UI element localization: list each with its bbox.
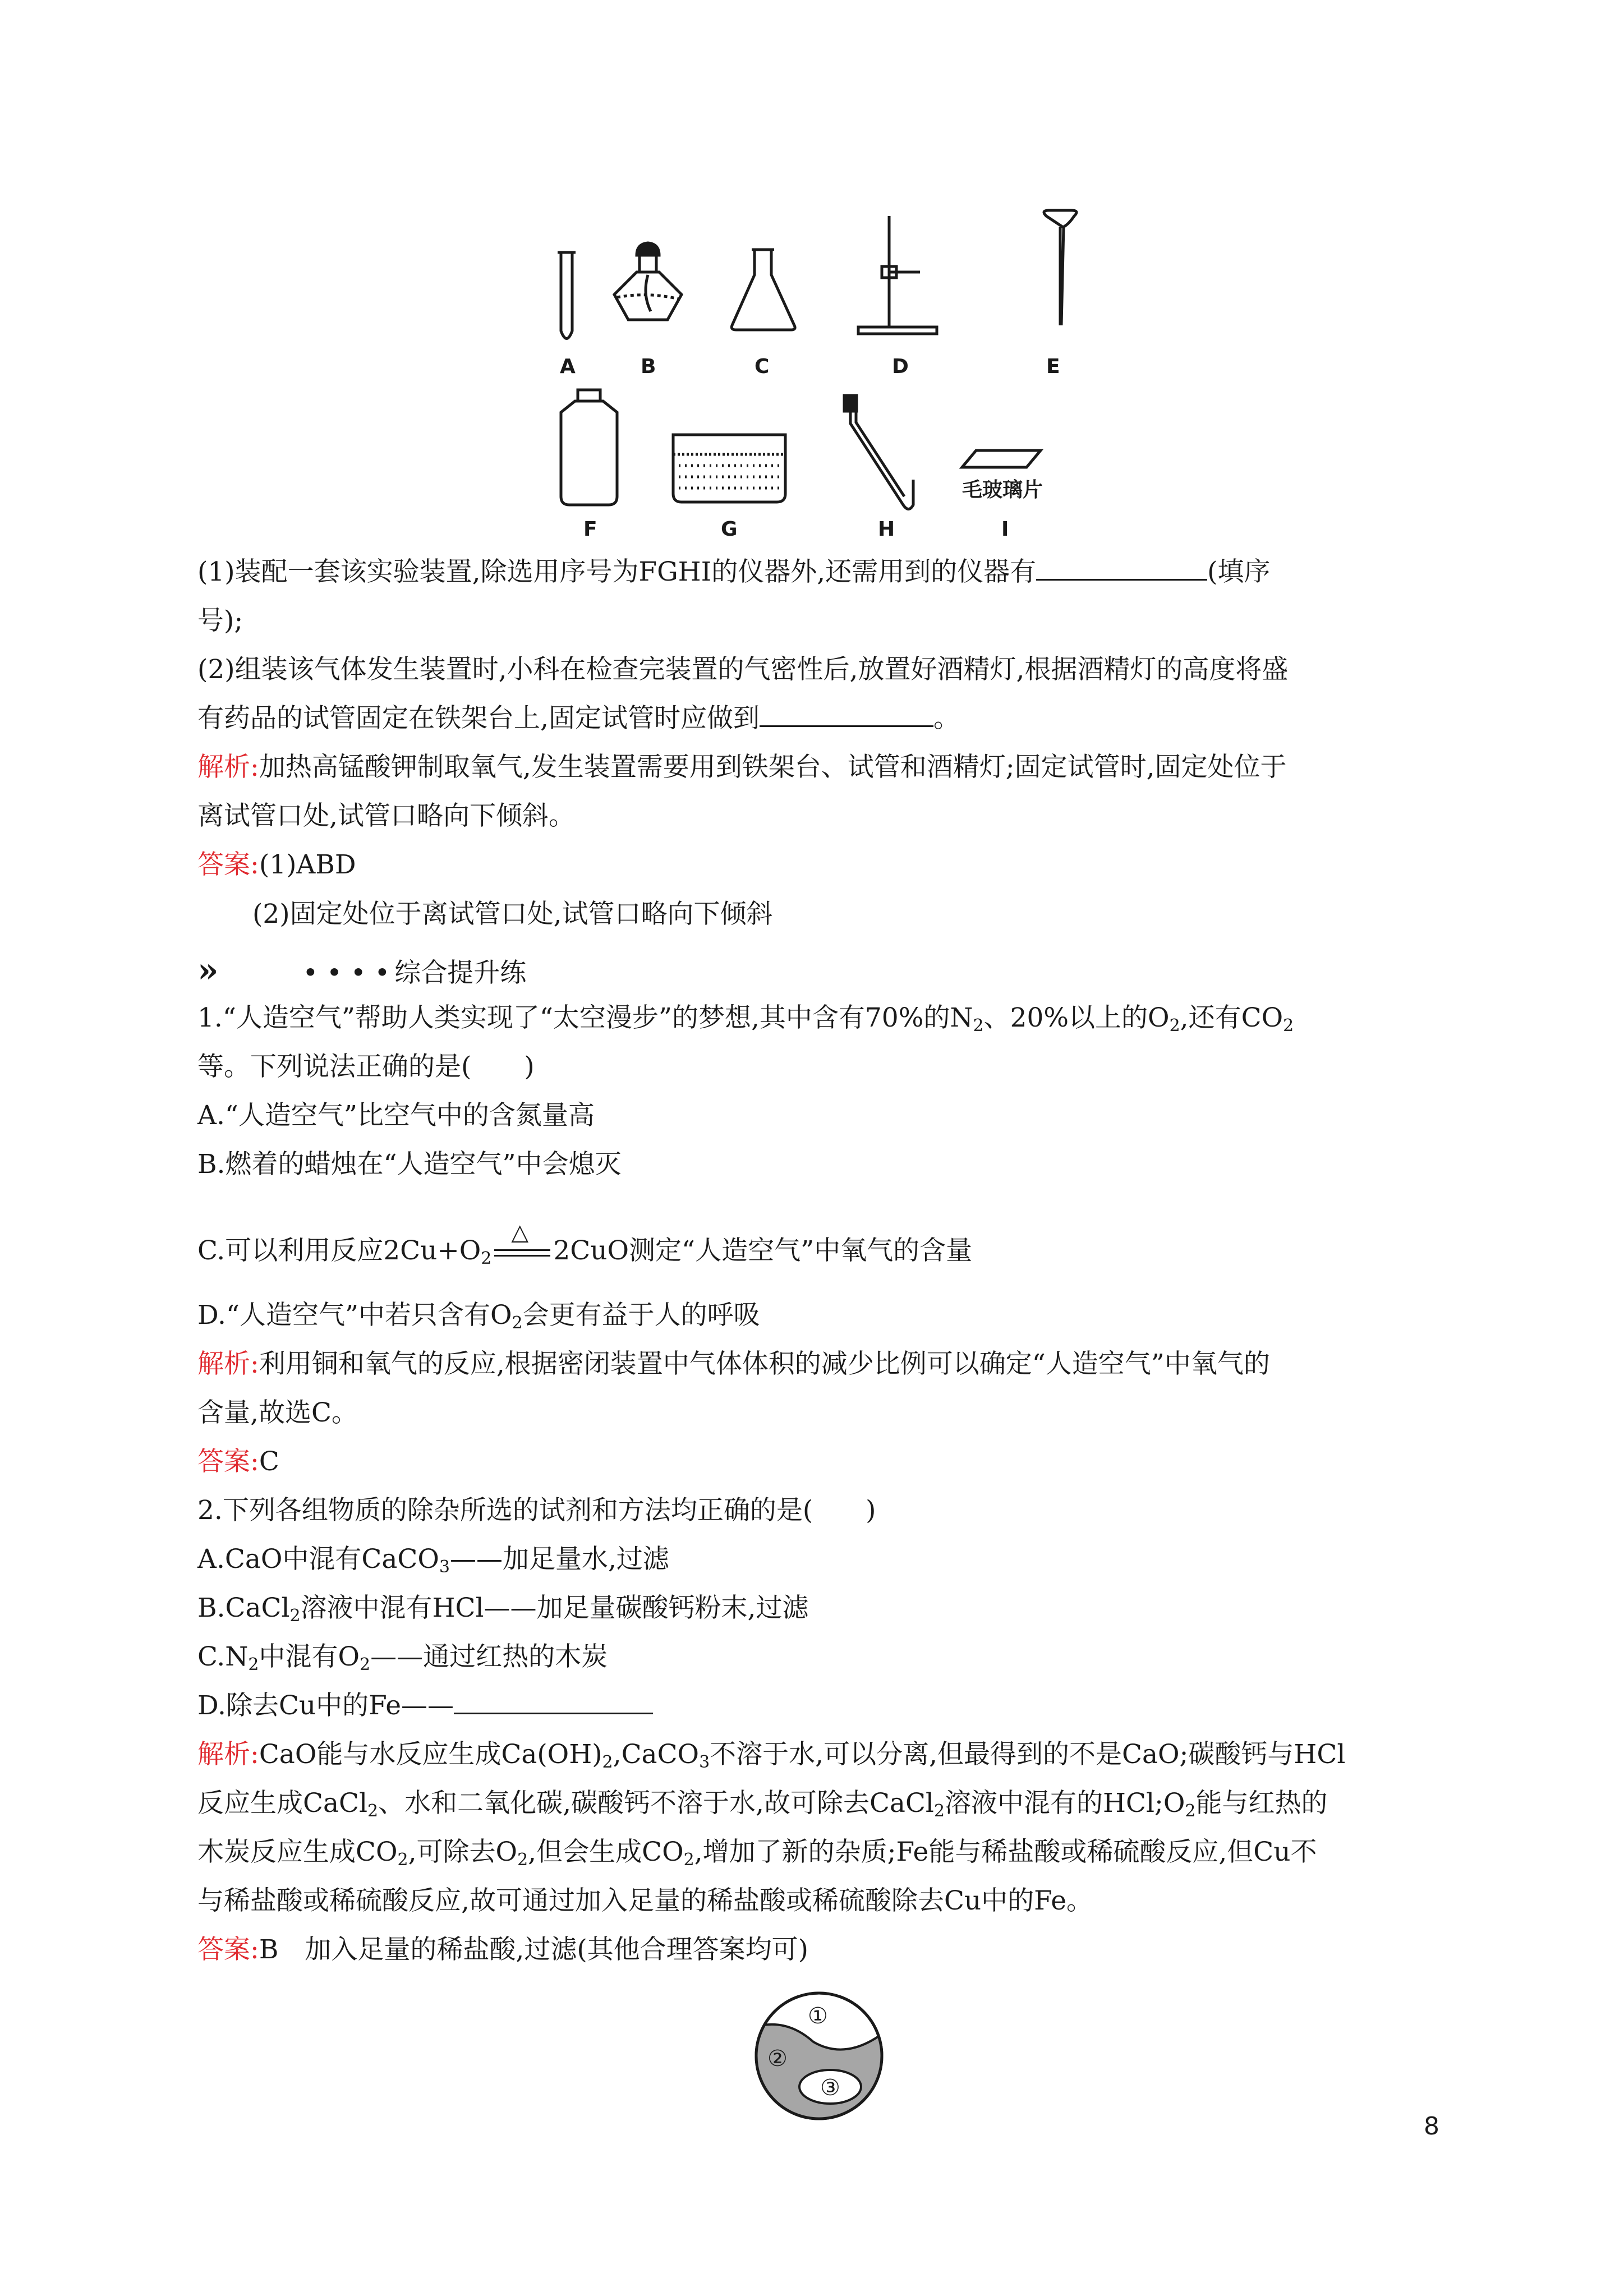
analysis-label: 解析: (197, 1349, 259, 1379)
answer-blank[interactable] (454, 1690, 653, 1714)
region-1-label: ① (808, 2003, 828, 2029)
label-f: F (583, 518, 597, 541)
analysis-text: ,可除去O (408, 1837, 518, 1867)
subscript: 2 (397, 1850, 408, 1870)
heat-triangle-icon: △ (511, 1220, 529, 1245)
subscript: 2 (973, 1016, 984, 1036)
plate-label: 毛玻璃片 (962, 478, 1043, 501)
q1-analysis-1 (197, 1347, 1270, 1381)
label-i: I (1001, 518, 1009, 541)
q2-option-text: 中混有O (259, 1641, 360, 1672)
apparatus-figure (539, 199, 1099, 547)
subscript: 2 (683, 1850, 694, 1870)
q1-option-text: 2CuO测定“人造空气”中氧气的含量 (553, 1235, 973, 1266)
q1-option-text: B.燃着的蜡烛在“人造空气”中会熄灭 (197, 1149, 622, 1180)
subscript: 2 (367, 1801, 379, 1821)
q2-answer (197, 1933, 808, 1967)
subscript: 2 (1283, 1016, 1294, 1036)
q-intro-text: 号); (197, 605, 243, 636)
alcohol-lamp-icon (614, 243, 682, 320)
q2-text: 2.下列各组物质的除杂所选的试剂和方法均正确的是( ) (197, 1495, 876, 1526)
q-intro-text: 有药品的试管固定在铁架台上,固定试管时应做到 (197, 703, 760, 734)
analysis-label: 解析: (197, 1739, 259, 1770)
dots-decoration: • • • • (302, 958, 390, 988)
q-intro-line-1 (197, 555, 1271, 589)
q1-option-c[interactable] (197, 1220, 973, 1268)
subscript: 2 (481, 1249, 492, 1268)
answer-blank[interactable] (1036, 556, 1207, 581)
analysis-text: ,CaCO (613, 1739, 700, 1770)
answer-text: (2)固定处位于离试管口处,试管口略向下倾斜 (252, 899, 773, 930)
q2-stem (197, 1494, 876, 1527)
subscript: 2 (1169, 1016, 1180, 1036)
q2-option-text: D.除去Cu中的Fe—— (197, 1690, 454, 1721)
subscript: 2 (248, 1655, 259, 1674)
answer-label: 答案: (197, 1934, 259, 1965)
section-heading (197, 951, 527, 990)
q-intro-text: (填序 (1207, 556, 1271, 587)
section-title: 综合提升练 (394, 958, 527, 988)
q2-option-text: 溶液中混有HCl——加足量碳酸钙粉末,过滤 (300, 1593, 809, 1623)
analysis-text: 加热高锰酸钾制取氧气,发生装置需要用到铁架台、试管和酒精灯;固定试管时,固定处位于 (259, 752, 1287, 783)
q2-option-b[interactable] (197, 1591, 808, 1625)
circle-figure (752, 1989, 886, 2123)
q1-text: 1.“人造空气”帮助人类实现了“太空漫步”的梦想,其中含有70%的N (197, 1002, 973, 1033)
q1-option-a[interactable] (197, 1099, 595, 1133)
delivery-tube-icon (844, 395, 913, 509)
q-intro-answer-2 (252, 898, 773, 931)
analysis-text: 反应生成CaCl (197, 1788, 367, 1819)
q-intro-answer-1 (197, 848, 356, 882)
answer-blank[interactable] (760, 703, 933, 727)
analysis-text: 木炭反应生成CO (197, 1837, 398, 1867)
q2-option-text: A.CaO中混有CaCO (197, 1544, 439, 1575)
long-neck-funnel-icon (1044, 210, 1076, 325)
q2-option-text: C.N (197, 1641, 249, 1672)
label-d: D (892, 355, 909, 378)
label-a: A (560, 355, 576, 378)
q1-analysis-2 (197, 1396, 358, 1430)
conical-flask-icon (732, 250, 795, 330)
analysis-label: 解析: (197, 752, 259, 783)
q-intro-analysis-2 (197, 799, 575, 833)
label-e: E (1046, 355, 1060, 378)
q-intro-line-2 (197, 604, 243, 638)
q2-option-c[interactable] (197, 1640, 608, 1674)
analysis-text: 含量,故选C。 (197, 1397, 358, 1428)
q2-analysis-3 (197, 1835, 1317, 1869)
q1-stem-line-2 (197, 1050, 535, 1084)
subscript: 2 (602, 1752, 613, 1772)
q-intro-line-3 (197, 653, 1288, 687)
analysis-text: ,但会生成CO (528, 1837, 684, 1867)
q-intro-text: (1)装配一套该实验装置,除选用序号为FGHI的仪器外,还需用到的仪器有 (197, 556, 1037, 587)
q-intro-analysis-1 (197, 751, 1287, 784)
q1-text: 、20%以上的O (983, 1002, 1170, 1033)
analysis-text: CaO能与水反应生成Ca(OH) (259, 1739, 602, 1770)
region-2-label: ② (767, 2046, 788, 2072)
q2-analysis-4 (197, 1884, 1093, 1918)
label-h: H (878, 518, 895, 541)
q-intro-line-4 (197, 702, 960, 735)
analysis-text: 离试管口处,试管口略向下倾斜。 (197, 800, 575, 831)
subscript: 2 (517, 1850, 528, 1870)
reaction-condition (491, 1220, 553, 1264)
analysis-text: ,增加了新的杂质;Fe能与稀盐酸或稀硫酸反应,但Cu不 (694, 1837, 1317, 1867)
subscript: 2 (360, 1655, 371, 1674)
q-intro-text: (2)组装该气体发生装置时,小科在检查完装置的气密性后,放置好酒精灯,根据酒精灯的高度将盛 (197, 654, 1289, 685)
subscript: 2 (512, 1313, 523, 1333)
answer-text: (1)ABD (259, 849, 356, 880)
analysis-text: 、水和二氧化碳,碳酸钙不溶于水,故可除去CaCl (378, 1788, 934, 1819)
analysis-text: 不溶于水,可以分离,但最得到的不是CaO;碳酸钙与HCl (710, 1739, 1346, 1770)
q1-stem-line-1 (197, 1001, 1294, 1035)
iron-stand-icon (858, 216, 937, 334)
region-3-label: ③ (820, 2075, 840, 2101)
q2-option-text: ——加足量水,过滤 (449, 1544, 669, 1575)
water-trough-icon (673, 435, 785, 502)
answer-text: C (259, 1446, 279, 1477)
q-intro-text: 。 (933, 703, 960, 734)
q1-option-b[interactable] (197, 1148, 622, 1181)
analysis-text: 溶液中混有的HCl;O (945, 1788, 1185, 1819)
subscript: 2 (933, 1801, 945, 1821)
double-chevron-icon: » (197, 951, 219, 990)
test-tube-icon (558, 252, 576, 339)
q2-option-text: B.CaCl (197, 1593, 290, 1623)
answer-label: 答案: (197, 1446, 259, 1477)
analysis-text: 能与红热的 (1195, 1788, 1328, 1819)
q2-option-d[interactable] (197, 1689, 653, 1723)
label-g: G (721, 518, 738, 541)
subscript: 3 (699, 1752, 710, 1772)
q2-analysis-2 (197, 1787, 1327, 1820)
q1-text: 等。下列说法正确的是( ) (197, 1051, 535, 1082)
subscript: 2 (289, 1606, 301, 1626)
answer-text: B 加入足量的稀盐酸,过滤(其他合理答案均可) (259, 1934, 808, 1965)
label-c: C (755, 355, 770, 378)
glass-plate-icon (962, 450, 1041, 467)
q2-option-text: ——通过红热的木炭 (370, 1641, 608, 1672)
q2-option-a[interactable] (197, 1543, 669, 1576)
q1-option-d[interactable] (197, 1299, 760, 1332)
gas-bottle-icon (561, 390, 617, 505)
label-b: B (641, 355, 656, 378)
q2-analysis-1 (197, 1738, 1345, 1772)
subscript: 2 (1185, 1801, 1196, 1821)
page-number: 8 (1424, 2112, 1439, 2141)
q1-answer (197, 1445, 279, 1479)
q1-option-text: 会更有益于人的呼吸 (522, 1300, 760, 1331)
q1-option-text: A.“人造空气”比空气中的含氮量高 (197, 1100, 595, 1131)
q1-option-text: C.可以利用反应2Cu+O (197, 1235, 481, 1266)
answer-label: 答案: (197, 849, 259, 880)
analysis-text: 与稀盐酸或稀硫酸反应,故可通过加入足量的稀盐酸或稀硫酸除去Cu中的Fe。 (197, 1885, 1093, 1916)
subscript: 3 (439, 1557, 450, 1577)
analysis-text: 利用铜和氧气的反应,根据密闭装置中气体体积的减少比例可以确定“人造空气”中氧气的 (259, 1349, 1270, 1379)
q1-option-text: D.“人造空气”中若只含有O (197, 1300, 512, 1331)
q1-text: ,还有CO (1180, 1002, 1283, 1033)
